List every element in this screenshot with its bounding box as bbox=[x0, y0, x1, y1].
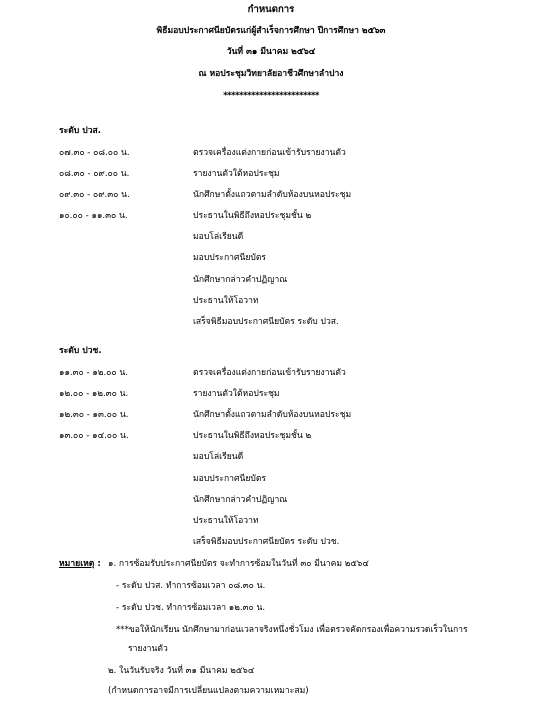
note-remark-continued: รายงานตัว bbox=[128, 644, 168, 654]
schedule-step: เสร็จพิธีมอบประกาศนียบัตร ระดับ ปวช. bbox=[193, 537, 340, 547]
schedule-activity: ตรวจเครื่องแต่งกายก่อนเข้ารับรายงานตัว bbox=[193, 368, 346, 378]
ceremony-date: วันที่ ๓๑ มีนาคม ๒๕๖๔ bbox=[226, 47, 316, 57]
header-separator: ************************ bbox=[223, 91, 319, 101]
schedule-activity: ประธานในพิธีถึงหอประชุมชั้น ๒ bbox=[193, 211, 312, 221]
schedule-step: มอบโล่เรียนดี bbox=[193, 232, 244, 242]
schedule-step: มอบประกาศนียบัตร bbox=[193, 474, 267, 484]
schedule-step: ประธานให้โอวาท bbox=[193, 516, 259, 526]
schedule-activity: ประธานในพิธีถึงหอประชุมชั้น ๒ bbox=[193, 431, 312, 441]
schedule-activity: ตรวจเครื่องแต่งกายก่อนเข้ารับรายงานตัว bbox=[193, 148, 346, 158]
notes-label: หมายเหตุ bbox=[59, 559, 95, 569]
schedule-step: มอบโล่เรียนดี bbox=[193, 452, 244, 462]
schedule-time: ๑๐.๐๐ - ๑๑.๓๐ น. bbox=[59, 211, 128, 221]
ceremony-title: พิธีมอบประกาศนียบัตรแก่ผู้สำเร็จการศึกษา ปีการศึกษา ๒๕๖๓ bbox=[156, 26, 386, 36]
schedule-activity: นักศึกษาตั้งแถวตามลำดับห้องบนหอประชุม bbox=[193, 190, 352, 200]
schedule-time: ๐๘.๓๐ - ๐๙.๐๐ น. bbox=[59, 169, 130, 179]
ceremony-venue: ณ หอประชุมวิทยาลัยอาชีวศึกษาลำปาง bbox=[198, 69, 344, 79]
note-remark: ***ขอให้นักเรียน นักศึกษามาก่อนเวลาจริงหนึ่งชั่วโมง เพื่อตรวจคัดกรองเพื่อความรวดเร็วในการ bbox=[116, 625, 468, 635]
note-sub-pvc: - ระดับ ปวช. ทำการซ้อมเวลา ๑๒.๓๐ น. bbox=[116, 603, 266, 613]
schedule-step: มอบประกาศนียบัตร bbox=[193, 253, 267, 263]
notes-line-1 bbox=[59, 559, 101, 570]
note-sub-pvs: - ระดับ ปวส. ทำการซ้อมเวลา ๐๘.๓๐ น. bbox=[116, 581, 266, 591]
section-heading-pvc: ระดับ ปวช. bbox=[59, 346, 102, 356]
schedule-activity: รายงานตัวใต้หอประชุม bbox=[193, 169, 280, 179]
schedule-step: นักศึกษากล่าวคำปฏิญาณ bbox=[193, 275, 288, 285]
section-heading-pvs: ระดับ ปวส. bbox=[59, 126, 102, 136]
schedule-time: ๐๙.๓๐ - ๐๙.๓๐ น. bbox=[59, 190, 130, 200]
schedule-step: นักศึกษากล่าวคำปฏิญาณ bbox=[193, 495, 288, 505]
note-item-1: ๑. การซ้อมรับประกาศนียบัตร จะทำการซ้อมในวันที่ ๓๐ มีนาคม ๒๕๖๔ bbox=[108, 559, 369, 569]
note-item-2: ๒. ในวันรับจริง วันที่ ๓๑ มีนาคม ๒๕๖๔ bbox=[108, 666, 255, 676]
notes-colon: : bbox=[94, 559, 101, 569]
schedule-activity: รายงานตัวใต้หอประชุม bbox=[193, 389, 280, 399]
schedule-time: ๐๗.๓๐ - ๐๘.๐๐ น. bbox=[59, 148, 130, 158]
schedule-time: ๑๓.๐๐ - ๑๔.๐๐ น. bbox=[59, 431, 129, 441]
schedule-step: เสร็จพิธีมอบประกาศนียบัตร ระดับ ปวส. bbox=[193, 317, 339, 327]
schedule-step: ประธานให้โอวาท bbox=[193, 296, 259, 306]
document-title: กำหนดการ bbox=[247, 4, 295, 15]
schedule-time: ๑๒.๐๐ - ๑๒.๓๐ น. bbox=[59, 389, 129, 399]
schedule-time: ๑๑.๓๐ - ๑๒.๐๐ น. bbox=[59, 368, 129, 378]
note-footer: (กำหนดการอาจมีการเปลี่ยนแปลงตามความเหมาะสม) bbox=[108, 686, 309, 696]
schedule-activity: นักศึกษาตั้งแถวตามลำดับห้องบนหอประชุม bbox=[193, 410, 352, 420]
schedule-time: ๑๒.๓๐ - ๑๓.๐๐ น. bbox=[59, 410, 129, 420]
